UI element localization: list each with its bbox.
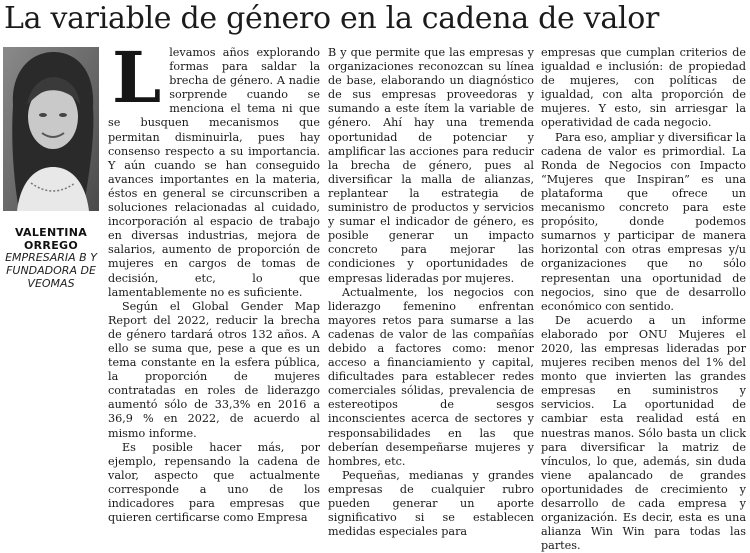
article-paragraph: Actualmente, los negocios con liderazgo femenino enfrentan mayores retos para sumarse a las cadenas de valor de las compañías debido a factores como: menor acceso a financiamiento y capital, dificultades para establecer redes comerciales sólidas, prevalencia de estereotipos de sesgos inconscientes acerca de sectores y responsabilidades en las que deberían desempeñarse mujeres y hombres, etc.	[328, 285, 534, 468]
article-paragraph: B y que permite que las empresas y organizaciones reconozcan su línea de base, elaborando un diagnóstico de sus empresas proveedoras y sumando a este ítem la variable de género. Ahí hay una tremenda oportunidad de potenciar y amplificar las acciones para reducir la brecha de género, pues al diversificar la malla de alianzas, replantear la estrategia de suministro de productos y servicios y sumar el indicador de género, es posible generar un impacto concreto para mejorar las condiciones y oportunidades de empresas lideradas por mujeres.	[328, 46, 534, 285]
headline: La variable de género en la cadena de valor	[4, 1, 659, 36]
article-paragraph: Es posible hacer más, por ejemplo, repensando la cadena de valor, aspecto que actualmente corresponde a uno de los indicadores para empresas que quieren certificarse como Empresa	[108, 440, 320, 525]
article-paragraph: empresas que cumplan criterios de igualdad e inclusión: de propiedad de mujeres, con políticas de igualdad, con alta proporción de mujeres. Y esto, sin arriesgar la operatividad de cada negocio.	[541, 46, 746, 130]
article-column-1	[108, 36, 320, 525]
author-portrait-image	[3, 47, 99, 211]
article-paragraph: levamos años explorando formas para saldar la brecha de género. A nadie sorprende cuando se menciona el tema ni que se busquen mecanismos que permitan disminuirla, pues hay consenso respecto a su importancia. Y aún cuando se han conseguido avances importantes en la materia, éstos en general se circunscriben a soluciones relacionadas al cuidado, incorporación al espacio de trabajo en diversas industrias, mejora de salarios, aumento de proporción de mujeres en cargos de tomas de decisión, etc, lo que lamentablemente no es suficiente.	[108, 46, 320, 299]
article-paragraph: De acuerdo a un informe elaborado por ONU Mujeres el 2020, las empresas lideradas por mujeres reciben menos del 1% del monto que invierten las grandes empresas en suministros y servicios. La oportunidad de cambiar esta realidad está en nuestras manos. Sólo basta un click para diversificar la matriz de vínculos, lo que, además, sin duda viene apalancado de grandes oportunidades de crecimiento y desarrollo de cada empresa y organización. Es decir, esta es una alianza Win Win para todas las partes.	[541, 313, 746, 553]
author-role: EMPRESARIA B Y FUNDADORA DE VEOMAS	[5, 251, 97, 290]
author-name: VALENTINA ORREGO	[14, 226, 88, 252]
author-photo	[3, 47, 99, 211]
article-paragraph: Pequeñas, medianas y grandes empresas de cualquier rubro pueden generar un aporte significativo si se establecen medidas especiales para	[328, 468, 534, 539]
article-column-3	[541, 46, 746, 553]
drop-cap: L	[112, 36, 162, 119]
article-paragraph: Según el Global Gender Map Report del 2022, reducir la brecha de género tardará otros 132 años. A ello se suma que, pese a que es un tema constante en la esfera pública, la proporción de mujeres contratadas en roles de liderazgo aumentó sólo de 33,3% en 2016 a 36,9 % en 2022, de acuerdo al mismo informe.	[108, 299, 320, 440]
article-column-2	[328, 46, 534, 539]
article-paragraph: Para eso, ampliar y diversificar la cadena de valor es primordial. La Ronda de Negocios con Impacto “Mujeres que Inspiran” es una plataforma que ofrece un mecanismo concreto para este propósito, donde podemos sumarnos y participar de manera horizontal con otras empresas y/u organizaciones que no sólo representan una oportunidad de negocios, sino que de desarrollo económico con sentido.	[541, 130, 746, 313]
